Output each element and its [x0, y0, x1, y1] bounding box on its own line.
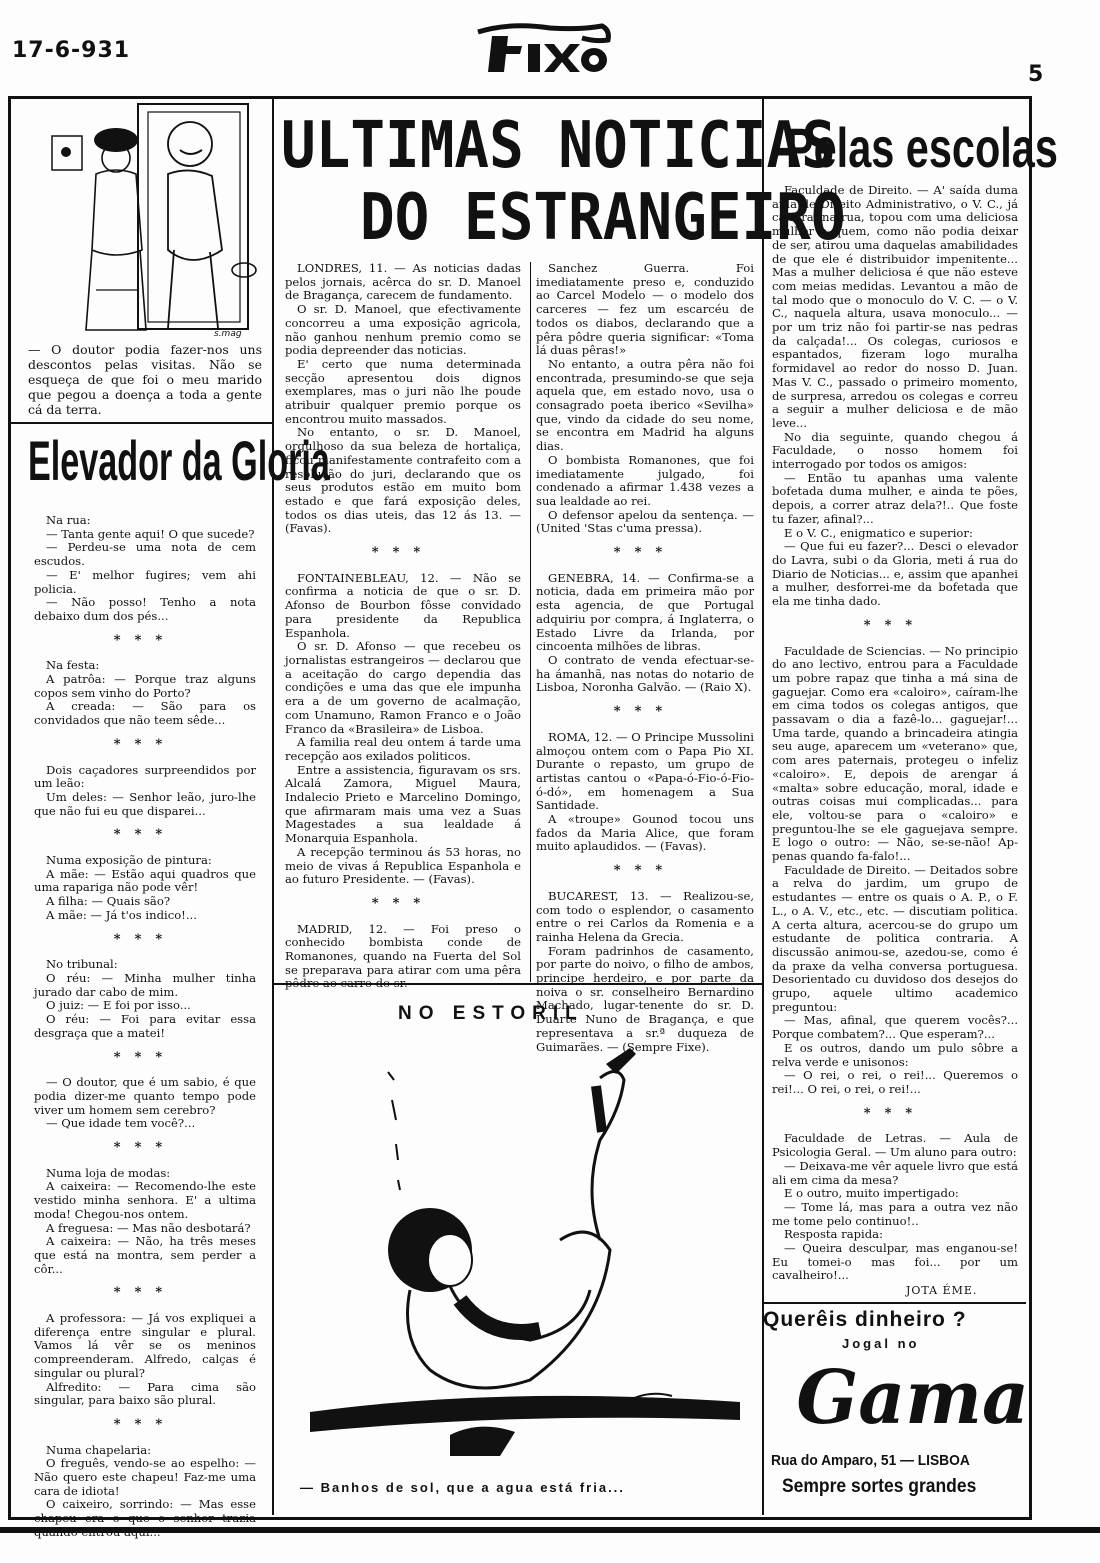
separator-stars: ***: [113, 1416, 177, 1432]
joke-line: Na festa:: [46, 658, 100, 673]
school-paragraph: E o V. C., enigmatico e superior:: [784, 525, 973, 540]
news-paragraph: O sr. D. Afonso — que recebeu os jornalistas estrangeiros — declarou que a aceitação do cargo dependia das condições e uma das que ele impunha era a de um governo de acalmação, com Unamuno, Ramon Franco e o João Franco da «Brasileira» de Lisboa.: [285, 639, 521, 736]
estoril-title: NO ESTORIL: [398, 1003, 584, 1024]
school-paragraph: Resposta rapida:: [784, 1227, 883, 1242]
joke-line: A caixeira: — Recomendo-lhe este vestido minha senhora. E' a ultima moda! Chegou-nos ontem.: [34, 1179, 256, 1221]
ultimas-column-2: [536, 262, 754, 1054]
separator-stars: ***: [113, 931, 177, 947]
news-paragraph: No entanto, a outra pêra não foi encontrada, presumindo-se que seja aquela que, em estado novo, usa o consagrado poeta iberico «Sevilha» que, vindo da cidade do seu nome, se encontra em Madrid ha alguns dias.: [536, 356, 754, 454]
news-paragraph: A «troupe» Gounod tocou uns fados da Maria Alice, que foram muito aplaudidos. — (Favas).: [536, 812, 754, 854]
separator-stars: ***: [113, 736, 177, 752]
news-paragraph: E' certo que numa determinada secção apresentou dois dignos exemplares, mas o juri não lhe poude atribuir qualquer premio porque os encontrou muito massados.: [285, 356, 521, 426]
news-paragraph: O sr. D. Manoel, que efectivamente concorreu a uma exposição agricola, não ganhou nenhum premio como se podia depreender das noticias.: [285, 302, 521, 358]
school-paragraph: — Então tu apanhas uma valente bofetada duma mulher, e ainda te pões, depois, a correr atraz dela?!.. Que foste tu fazer, afinal?...: [772, 470, 1018, 526]
school-paragraph: — Deixava-me vêr aquele livro que está ali em cima da mesa?: [772, 1158, 1018, 1187]
separator-stars: ***: [371, 545, 435, 561]
joke-line: — E' melhor fugires; vem ahi policia.: [34, 567, 256, 596]
school-paragraph: — Tome lá, mas para a outra vez não me tome pelo continuo!..: [772, 1199, 1018, 1228]
news-paragraph: LONDRES, 11. — As noticias dadas pelos jornais, acêrca do sr. D. Manoel de Bragança, carecem de fundamento.: [285, 261, 521, 303]
separator-stars: ***: [863, 1105, 927, 1121]
estoril-caption: — Banhos de sol, que a agua está fria...: [300, 1480, 625, 1495]
ad-brand: Gama: [796, 1355, 1030, 1441]
separator-stars: ***: [113, 632, 177, 648]
joke-line: — Que idade tem você?...: [46, 1116, 196, 1131]
separator-stars: ***: [113, 827, 177, 843]
separator-stars: ***: [113, 1285, 177, 1301]
joke-line: A creada: — São para os convidados que não teem sêde...: [34, 699, 256, 728]
separator-stars: ***: [371, 895, 435, 911]
column-rule: [530, 262, 531, 982]
ad-slogan: Sempre sortes grandes: [782, 1476, 977, 1497]
separator-stars: ***: [613, 545, 677, 561]
joke-line: No tribunal:: [46, 957, 118, 972]
escolas-title: Pelas escolas: [786, 116, 1058, 179]
news-paragraph: O defensor apelou da sentença. — (United 'Stas c'uma pressa).: [536, 507, 754, 536]
ultimas-title-line2: DO ESTRANGEIRO: [360, 181, 846, 255]
school-paragraph: Faculdade de Letras. — Aula de Psicologia Geral. — Um aluno para outro:: [772, 1131, 1018, 1160]
masthead-logo: [470, 20, 620, 78]
school-paragraph: — Mas, afinal, que querem vocês?... Porque combatem?... Que esperam?...: [772, 1013, 1018, 1042]
news-paragraph: A recepção terminou ás 53 horas, no meio de vivas á Republica Espanhola e ao futuro Presidente. — (Favas).: [285, 844, 521, 887]
news-paragraph: No entanto, o sr. D. Manoel, orgulhoso da sua beleza de hortaliça, ficou manifestamente contrafeito com a resolução do juri, declarando que os seus produtos estão em muito bom estado e que fará exposição deles, todos os dias uteis, das 12 ás 13. — (Favas).: [285, 425, 521, 536]
cartoon-caption: — O doutor podia fazer-nos uns descontos pelas visitas. Não se esqueça de que foi o meu marido que pegou a doença a toda a gente cá da terra.: [28, 342, 262, 417]
joke-line: A freguesa: — Mas não desbotará?: [46, 1220, 251, 1235]
school-paragraph: Faculdade de Direito. — Deitados sobre a relva do jardim, um grupo de estudantes — entre os quais o A. P., o F. L., o A. V., etc., etc. — discutiam politica. A certa altura, acercou-se do grupo um estudante de politica contraria. A discussão animou-se, azedou-se, como é da praxe da velha conversa portuguesa. Desorientado cu duvidoso dos desejos do grupo, aquele ultimo academico preguntou:: [772, 862, 1018, 1014]
school-paragraph: E o outro, muito impertigado:: [784, 1186, 959, 1201]
joke-line: O freguês, vendo-se ao espelho: — Não quero este chapeu! Faz-me uma cara de idiota!: [34, 1456, 256, 1498]
estoril-illustration: [300, 1040, 750, 1470]
cartoon-signature: s.mag: [214, 329, 242, 339]
joke-line: A patrôa: — Porque traz alguns copos sem vinho do Porto?: [34, 672, 256, 700]
joke-line: A filha: — Quais são?: [46, 894, 171, 909]
joke-line: Numa chapelaria:: [46, 1442, 152, 1457]
news-paragraph: BUCAREST, 13. — Realizou-se, com todo o esplendor, o casamento entre o rei Carlos da Romenia e a rainha Helena da Grecia.: [536, 888, 754, 944]
news-paragraph: O bombista Romanones, que foi imediatamente julgado, foi condenado a afirmar 1.438 vezes a sua lealdade ao rei.: [536, 452, 754, 508]
joke-line: Alfredito: — Para cima são singular, para baixo são plural.: [34, 1379, 256, 1408]
news-paragraph: GENEBRA, 14. — Confirma-se a noticia, dada em primeira mão por esta agencia, de que Portugal adquiriu por compra, á Inglaterra, o Estado Livre da Irlanda, por cincoenta milhões de libras.: [536, 570, 754, 654]
ad-address: Rua do Amparo, 51 — LISBOA: [771, 1452, 970, 1469]
joke-line: Numa loja de modas:: [46, 1165, 171, 1180]
joke-line: A caixeira: — Não, ha três meses que está na montra, sem perder a côr...: [34, 1234, 256, 1276]
separator-stars: ***: [863, 617, 927, 633]
news-paragraph: Entre a assistencia, figuravam os srs. Alcalá Zamora, Miguel Maura, Indalecio Prieto e Marcelino Domingo, que afirmaram mais uma vez a Suas Magestades a sua lealdade á Monarquia Espanhola.: [285, 762, 521, 846]
joke-line: — Não posso! Tenho a nota debaixo dum dos pés...: [34, 595, 256, 623]
school-paragraph: Faculdade de Sciencias. — No principio do ano lectivo, entrou para a Faculdade um pobre rapaz que tinha a má sina de gaguejar. Como era «caloiro», caíram-lhe em cima todos os colegas antigos, que passavam o dia a fazê-lo... gaguejar!... Uma tarde, quando a brincadeira atingia seu auge, aparecem um «veterano» que, com ares paternais, protegeu o infeliz «caloiro». E, depois de arengar á «malta» sobre educação, moral, idade e outras coisas mui complicadas... para ele, voltou-se para o «caloiro» e preguntou-lhe se ele gaguejava sempre. E logo o outro: — Não, se-se-não! Ap-penas quando fa-falo!...: [772, 643, 1018, 864]
section-rule: [11, 422, 272, 424]
news-paragraph: A familia real deu ontem á tarde uma recepção aos exilados politicos.: [285, 735, 521, 763]
joke-line: A mãe: — Já t'os indico!...: [46, 907, 197, 922]
joke-line: — O doutor, que é um sabio, é que podia dizer-me quanto tempo pode viver um homem sem cerebro?: [34, 1075, 256, 1117]
school-paragraph: Faculdade de Direito. — A' saída duma aula de Direito Administrativo, o V. C., já cá fóra, na rua, topou com uma deliciosa mulher a quem, como não podia deixar de ser, atirou uma daquelas amabilidades de que ele é distribuidor impenitente... Mas a mulher deliciosa é que não esteve com meias medidas. Levantou a mão de tal modo que o monoculo do V. C. — o V. C., naquela altura, usava monoculo... — por um triz não foi partir-se nas pedras da calçada!... Os colegas, curiosos e espantados, fizeram logo muralha formidavel ao redor do nosso D. Juan. Mas V. C., passado o primeiro momento, de surpresa, arredou os colegas e correu a seguir a mulher deliciosa e de mão leve...: [772, 183, 1018, 430]
news-paragraph: MADRID, 12. — Foi preso o conhecido bombista conde de Romanones, quando na Fuerta del Sol se preparava para atirar com uma pêra pôdre ao carro do sr.: [285, 921, 521, 991]
separator-stars: ***: [613, 704, 677, 720]
news-paragraph: FONTAINEBLEAU, 12. — Não se confirma a noticia de que o sr. D. Afonso de Bourbon fôsse convidado para presidente da Republica Espanhola.: [285, 570, 521, 640]
elevador-title: Elevador da Gloria: [28, 429, 330, 492]
elevador-jokes: [34, 514, 256, 1540]
separator-stars: ***: [613, 863, 677, 879]
escolas-signature: JOTA ÉME.: [906, 1284, 978, 1297]
news-paragraph: Sanchez Guerra. Foi imediatamente preso e, conduzido ao Carcel Modelo — o modelo dos carceres — fez um escarcéu de todos os diabos, declarando que a pêra pôdre queria significar: «Toma lá duas pêras!»: [536, 261, 754, 358]
cartoon-illustration: [30, 100, 260, 345]
school-paragraph: — Queira desculpar, mas enganou-se! Eu tomei-o mas foi... por um cavalheiro!...: [772, 1241, 1018, 1283]
joke-line: O réu: — Foi para evitar essa desgraça que a matei!: [34, 1012, 256, 1040]
joke-line: Na rua:: [46, 513, 91, 527]
ad-subline: Jogal no: [842, 1336, 920, 1351]
joke-line: O juiz: — E foi por isso...: [46, 998, 191, 1013]
school-paragraph: E os outros, dando um pulo sôbre a relva verde e unisonos:: [772, 1040, 1018, 1069]
school-paragraph: — Que fui eu fazer?... Desci o elevador do Lavra, subi o da Gloria, meti á rua do Diario de Noticias... e, assim que apanhei a mulher, desforrei-me da bofetada que ela me tinha dado.: [772, 539, 1018, 609]
joke-line: Numa exposição de pintura:: [46, 853, 212, 868]
school-paragraph: No dia seguinte, quando chegou á Faculdade, o nosso homem foi interrogado por todos os amigos:: [772, 429, 1018, 472]
joke-line: Dois caçadores surpreendidos por um leão:: [34, 762, 256, 791]
news-paragraph: O contrato de venda efectuar-se-ha ámanhã, nas notas do notario de Lisboa, Noronha Galvão. — (Raio X).: [536, 652, 754, 695]
news-paragraph: ROMA, 12. — O Principe Mussolini almoçou ontem com o Papa Pio XI. Durante o repasto, um grupo de artistas cantou o «Papa-ó-Fio-ó-Fio-ó-dó», em homenagem a Sua Santidade.: [536, 729, 754, 813]
issue-date: 17-6-931: [12, 38, 131, 63]
school-paragraph: — O rei, o rei, o rei!... Queremos o rei!... O rei, o rei, o rei!...: [772, 1068, 1018, 1096]
section-rule: [764, 1302, 1026, 1304]
column-rule: [272, 99, 274, 1515]
separator-stars: ***: [113, 1140, 177, 1156]
joke-line: O caixeiro, sorrindo: — Mas esse chapeu era o que o senhor trazia quando entrou aqui...: [34, 1497, 256, 1539]
joke-line: — Perdeu-se uma nota de cem escudos.: [34, 540, 256, 569]
joke-line: Um deles: — Senhor leão, juro-lhe que não fui eu que disparei...: [34, 789, 256, 818]
news-paragraph: Foram padrinhos de casamento, por parte do noivo, o filho de ambos, principe herdeiro, e por parte da noiva o sr. conselheiro Bernardino Machado, lugar-tenente do sr. D. Duarte Nuno de Bragança, e que representava a sr.ª duqueza de Guimarães. — (Sempre Fixe).: [536, 943, 754, 1054]
joke-line: O réu: — Minha mulher tinha jurado dar cabo de mim.: [34, 970, 256, 999]
ad-headline: Querêis dinheiro ?: [763, 1308, 967, 1331]
joke-line: A professora: — Já vos expliquei a diferença entre singular e plural. Vamos lá vêr se os meninos compreenderam. Alfredo, calças é singular ou plural?: [34, 1311, 256, 1380]
separator-stars: ***: [113, 1049, 177, 1065]
ultimas-title-line1: ULTIMAS NOTICIAS: [281, 109, 836, 183]
joke-line: A mãe: — Estão aqui quadros que uma rapariga não pode vêr!: [34, 866, 256, 895]
ultimas-column-1: [285, 262, 521, 991]
page-number: 5: [1028, 62, 1044, 87]
joke-line: — Tanta gente aqui! O que sucede?: [46, 526, 255, 541]
escolas-column: [772, 184, 1018, 1283]
